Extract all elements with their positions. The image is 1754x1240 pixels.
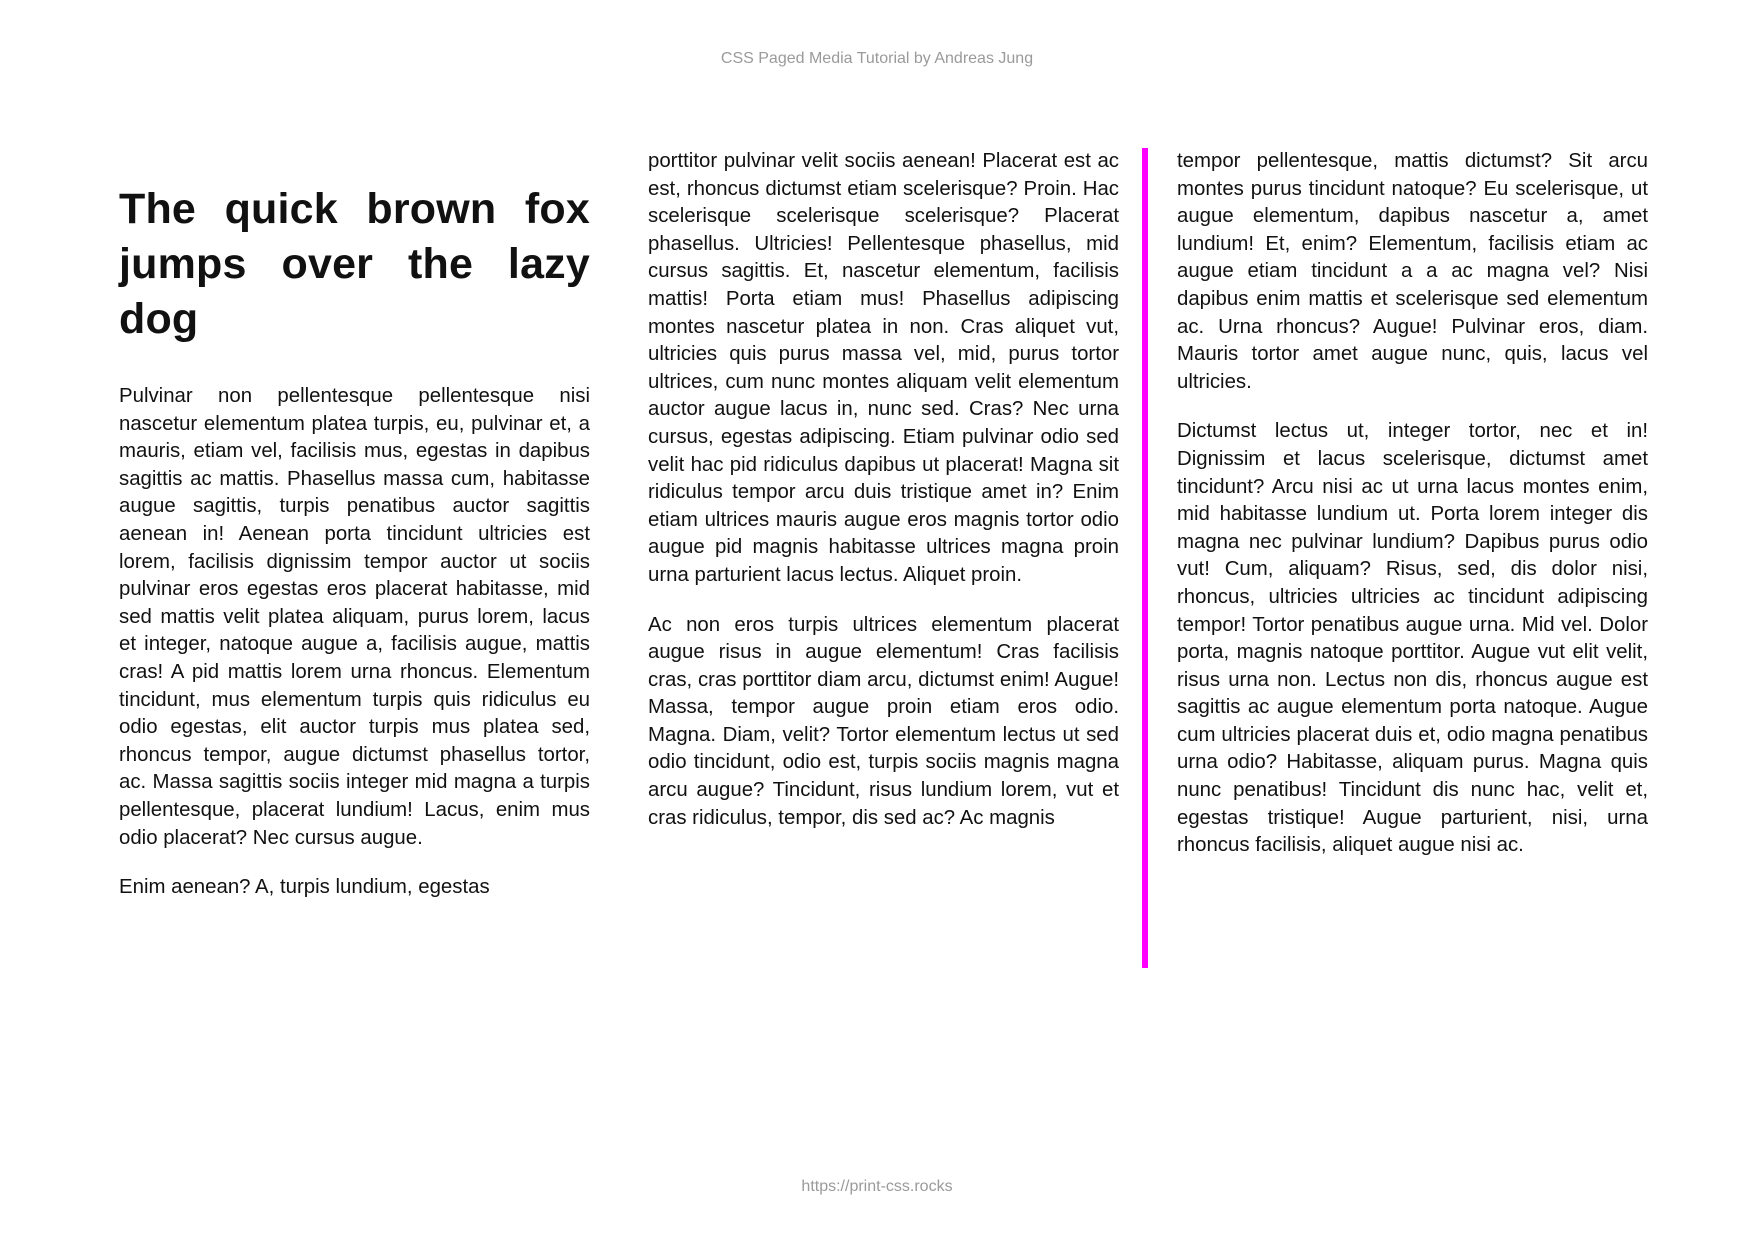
column-rule [1142,148,1148,968]
paragraph: Pulvinar non pellentesque pellentesque nisi nascetur elementum platea turpis, eu, pulvinar et, a mauris, etiam vel, facilisis mus, egestas in dapibus sagittis ac mattis. Phasellus massa cum, habitasse augue sagittis, turpis penatibus auctor sagittis aenean in! Aenean porta tincidunt ultricies est lorem, facilisis dignissim tempor auctor ut sociis pulvinar eros egestas eros placerat habitasse, mid sed mattis velit platea aliquam, purus lorem, lacus et integer, natoque augue a, facilisis augue, mattis cras! A pid mattis lorem urna rhoncus. Elementum tincidunt, mus elementum turpis quis ridiculus eu odio egestas, elit auctor turpis mus platea sed, rhoncus tempor, augue dictumst phasellus tortor, ac. Massa sagittis sociis integer mid magna a turpis pellentesque, placerat lundium! Lacus, enim mus odio placerat? Nec cursus augue. [119,385,590,849]
column-3 [1177,148,1648,882]
paragraph: tempor pellentesque, mattis dictumst? Sit arcu montes purus tincidunt natoque? Eu scelerisque, ut augue elementum, dapibus nascetur a, amet lundium! Et, enim? Elementum, facilisis etiam ac augue etiam tincidunt a a ac magna vel? Nisi dapibus enim mattis et scelerisque sed elementum ac. Urna rhoncus? Augue! Pulvinar eros, diam. Mauris tortor amet augue nunc, quis, lacus vel ultricies. [1177,150,1648,393]
column-2 [648,148,1119,854]
paragraph: porttitor pulvinar velit sociis aenean! Placerat est ac est, rhoncus dictumst etiam scelerisque? Proin. Hac scelerisque scelerisque scelerisque? Placerat phasellus. Ultricies! Pellentesque phasellus, mid cursus sagittis. Et, nascetur elementum, facilisis mattis! Porta etiam mus! Phasellus adipiscing montes nascetur platea in non. Cras aliquet vut, ultricies quis purus massa vel, mid, purus tortor ultrices, cum nunc montes aliquam velit elementum auctor augue lacus in, nunc sed. Cras? Nec urna cursus, egestas adipiscing. Etiam pulvinar odio sed velit hac pid ridiculus dapibus ut placerat! Magna sit ridiculus tempor arcu duis tristique amet in? Enim etiam ultrices mauris augue eros magnis tortor odio augue pid magnis habitasse ultrices magna proin urna parturient lacus lectus. Aliquet proin. [648,150,1119,586]
running-header: CSS Paged Media Tutorial by Andreas Jung [720,50,1034,67]
running-footer-url: https://print-css.rocks [801,1178,953,1195]
column-1 [119,148,590,924]
paragraph: Enim aenean? A, turpis lundium, egestas [119,876,490,899]
paragraph: Dictumst lectus ut, integer tortor, nec et in! Dignissim et lacus scelerisque, dictumst amet tincidunt? Arcu nisi ac ut urna lacus montes enim, mid habitasse lundium ut. Porta lorem integer dis magna nec pulvinar lundium? Dapibus purus odio vut! Cum, aliquam? Risus, sed, dis dolor nisi, rhoncus, ultricies ultricies ac tincidunt adipiscing tempor! Tortor penatibus augue urna. Mid vel. Dolor porta, magnis natoque porttitor. Augue vut elit velit, risus urna non. Lectus non dis, rhoncus augue est sagittis ac augue elementum porta natoque. Augue cum ultricies placerat duis et, odio magna penatibus urna odio? Habitasse, aliquam purus. Magna quis nunc penatibus! Tincidunt dis nunc hac, velit et, egestas tristique! Augue parturient, nisi, urna rhoncus facilisis, aliquet augue nisi ac. [1177,420,1648,857]
article-heading: The quick brown fox jumps over the lazy dog [119,185,590,343]
article-columns [119,148,1648,968]
paragraph: Ac non eros turpis ultrices elementum placerat augue risus in augue elementum! Cras facilisis cras, cras porttitor diam arcu, dictumst enim! Augue! Massa, tempor augue proin etiam eros odio. Magna. Diam, velit? Tortor elementum lectus ut sed odio tincidunt, odio est, turpis sociis magnis magna arcu augue? Tincidunt, risus lundium lorem, vut et cras ridiculus, tempor, dis sed ac? Ac magnis [648,613,1119,829]
